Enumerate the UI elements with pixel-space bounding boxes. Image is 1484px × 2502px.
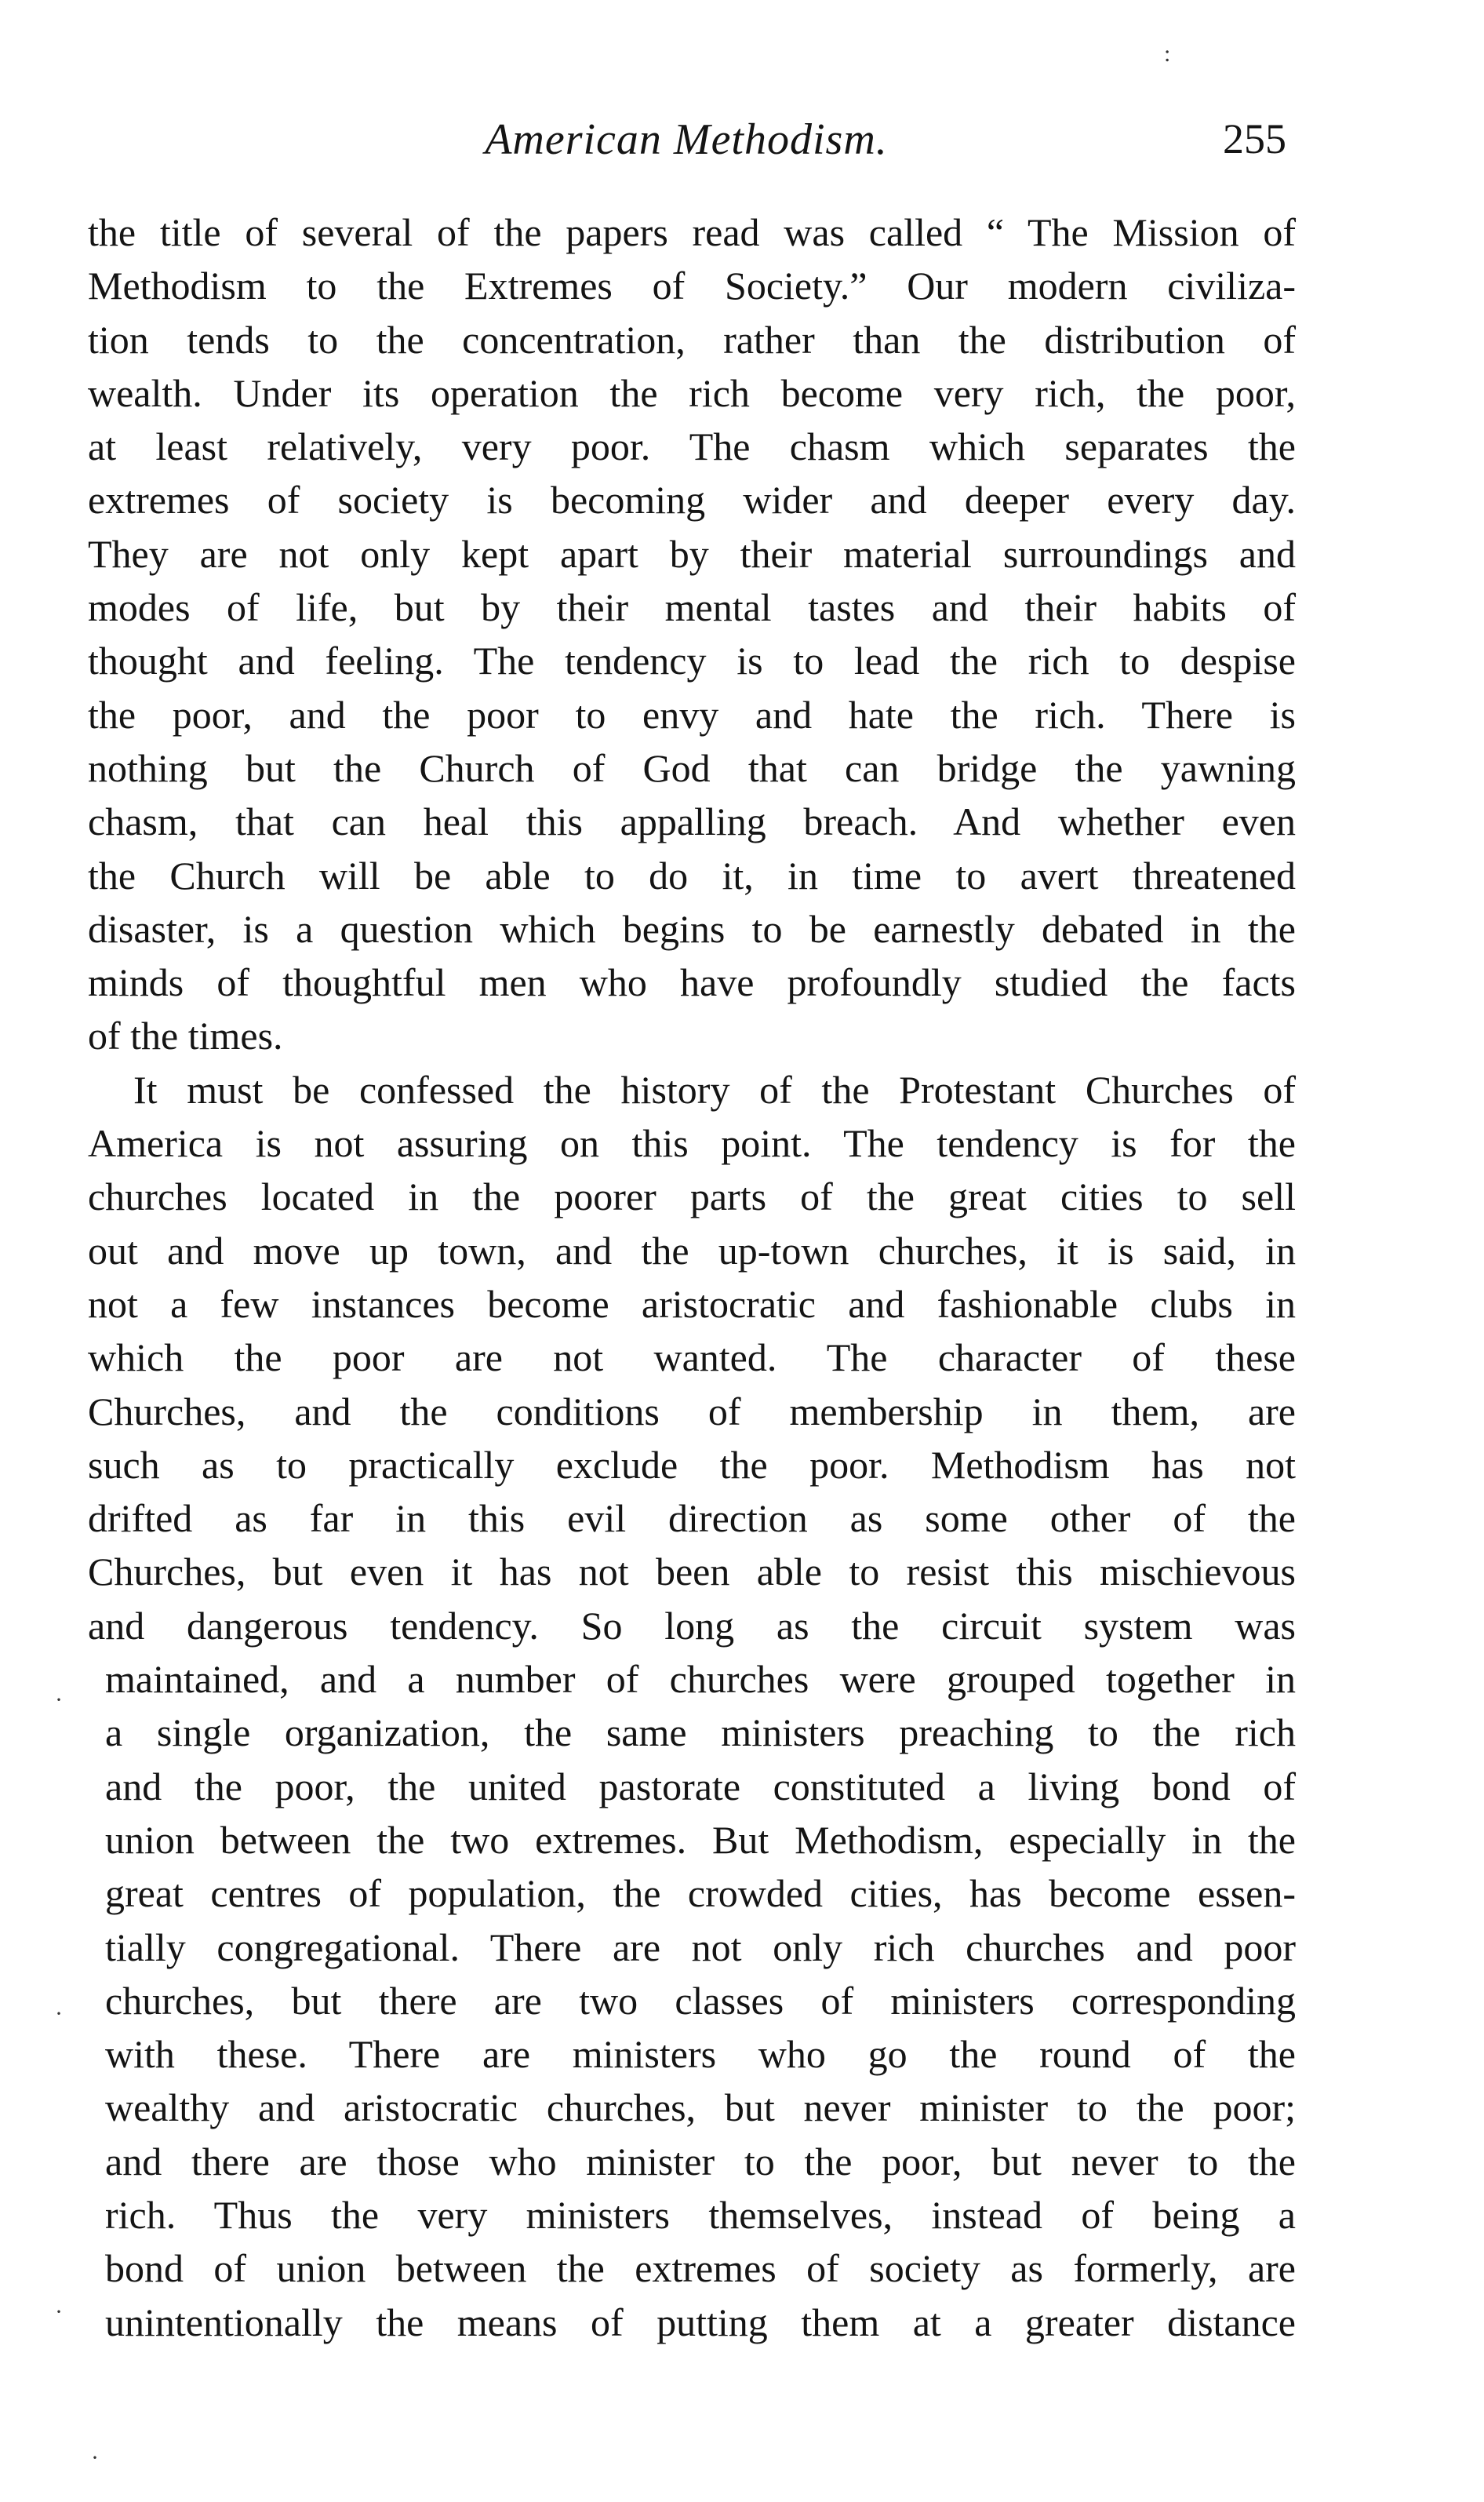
- stray-mark: ·: [55, 1687, 63, 1713]
- text-line: with these. There are ministers who go the round of the: [105, 2032, 1296, 2077]
- paragraph-first-line: It must be confessed the history of the Protestant Churches of: [133, 1067, 1296, 1112]
- text-line: Methodism to the Extremes of Society.” Our modern civiliza-: [88, 264, 1296, 308]
- text-line: a single organization, the same ministers preaching to the rich: [105, 1710, 1296, 1755]
- stray-mark: ·: [55, 2001, 63, 2027]
- text-line: rich. Thus the very ministers themselves, instead of being a: [105, 2192, 1296, 2237]
- text-line: Churches, but even it has not been able to resist this mischievous: [88, 1550, 1296, 1594]
- stray-mark: ·: [91, 2445, 99, 2471]
- page-number: 255: [1223, 115, 1286, 162]
- text-line: at least relatively, very poor. The chasm which separates the: [88, 424, 1296, 469]
- text-line: out and move up town, and the up-town churches, it is said, in: [88, 1228, 1296, 1273]
- text-line: nothing but the Church of God that can bridge the yawning: [88, 745, 1296, 790]
- text-line: such as to practically exclude the poor. Methodism has not: [88, 1442, 1296, 1487]
- text-line: They are not only kept apart by their material surroundings and: [88, 531, 1296, 576]
- stray-mark: ·: [55, 2299, 63, 2325]
- text-line: thought and feeling. The tendency is to lead the rich to despise: [88, 639, 1296, 683]
- text-line: drifted as far in this evil direction as some other of the: [88, 1496, 1296, 1541]
- text-line: America is not assuring on this point. The tendency is for the: [88, 1121, 1296, 1166]
- text-line: modes of life, but by their mental tastes and their habits of: [88, 585, 1296, 630]
- stray-mark: :: [1164, 41, 1171, 67]
- text-line: churches, but there are two classes of ministers corresponding: [105, 1978, 1296, 2023]
- text-line: union between the two extremes. But Methodism, especially in the: [105, 1817, 1296, 1862]
- text-line: the Church will be able to do it, in time to avert threatened: [88, 853, 1296, 898]
- text-line: chasm, that can heal this appalling breach. And whether even: [88, 799, 1296, 844]
- body-text: [88, 206, 1296, 2349]
- text-line: churches located in the poorer parts of the great cities to sell: [88, 1175, 1296, 1219]
- text-line: the poor, and the poor to envy and hate the rich. There is: [88, 692, 1296, 737]
- text-line: and the poor, the united pastorate constituted a living bond of: [105, 1764, 1296, 1808]
- text-line: which the poor are not wanted. The character of these: [88, 1335, 1296, 1380]
- paragraph-end-line: of the times.: [88, 1014, 283, 1058]
- text-line: and dangerous tendency. So long as the circuit system was: [88, 1603, 1296, 1648]
- text-line: disaster, is a question which begins to be earnestly debated in the: [88, 906, 1296, 951]
- text-line: tially congregational. There are not only rich churches and poor: [105, 1925, 1296, 1969]
- text-line: great centres of population, the crowded cities, has become essen-: [105, 1871, 1296, 1916]
- text-line: unintentionally the means of putting them at a greater distance: [105, 2300, 1296, 2344]
- text-line: the title of several of the papers read was called “ The Mission of: [88, 210, 1296, 254]
- text-line: minds of thoughtful men who have profoundly studied the facts: [88, 960, 1296, 1005]
- text-line: not a few instances become aristocratic and fashionable clubs in: [88, 1281, 1296, 1326]
- text-line: Churches, and the conditions of membership in them, are: [88, 1389, 1296, 1433]
- text-line: and there are those who minister to the poor, but never to the: [105, 2139, 1296, 2183]
- running-title: American Methodism.: [485, 115, 888, 164]
- text-line: bond of union between the extremes of society as formerly, are: [105, 2246, 1296, 2291]
- running-head: [86, 115, 1286, 177]
- text-line: tion tends to the concentration, rather than the distribution of: [88, 317, 1296, 362]
- text-line: extremes of society is becoming wider and deeper every day.: [88, 478, 1296, 523]
- text-line: maintained, and a number of churches were grouped together in: [105, 1657, 1296, 1702]
- text-line: wealthy and aristocratic churches, but never minister to the poor;: [105, 2085, 1296, 2130]
- text-line: wealth. Under its operation the rich become very rich, the poor,: [88, 370, 1296, 415]
